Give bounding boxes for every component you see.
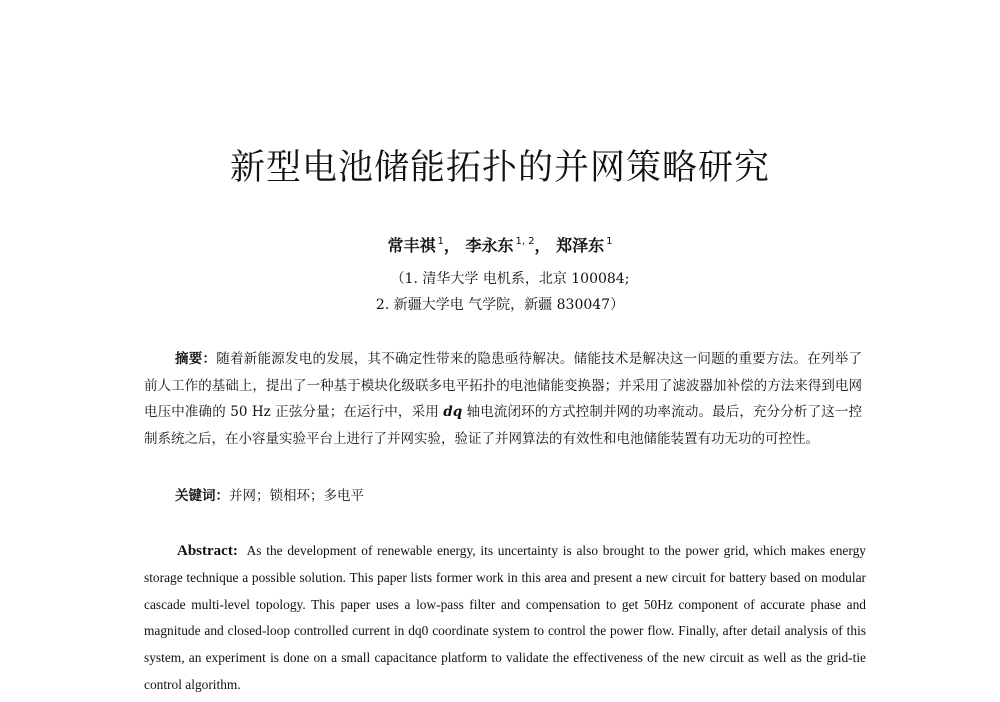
author-affiliation-mark: 1 (437, 236, 444, 247)
chinese-abstract-label: 摘要： (175, 351, 217, 367)
author-separator: ， (534, 236, 551, 255)
author-affiliation-mark: 1 (606, 236, 613, 247)
english-abstract-text: As the development of renewable energy, its uncertainty is also brought to the power grid, which makes energy storage technique a possible solution. This paper lists former work in this area and present a new circuit for battery based on modular cascade multi-level topology. This paper uses a low-pass filter and compensation to get 50Hz component of accurate phase and magnitude and closed-loop controlled current in dq0 coordinate system to control the power flow. Finally, after detail analysis of this system, an experiment is done on a small capacitance platform to validate the effectiveness of the new circuit as well as the grid-tie control algorithm. (144, 543, 866, 692)
affiliation-line-1: （1. 清华大学 电机系，北京 100084; (390, 271, 630, 287)
chinese-abstract-text-part1: 随着新能源发电的发展，其不确定性带来的隐患亟待解决。储能技术是解决这一问题的重要方法。在列举了前人工作的基础上，提出了一种基于模块化级联多电平拓扑的电池储能变换器；并采用了滤波器加补偿的方法来得到电网电压中准确的 50 Hz 正弦分量；在运行中，采用 (144, 351, 863, 421)
chinese-abstract (144, 346, 862, 452)
author-affiliation-mark: 1, 2 (515, 236, 535, 247)
author-separator: ， (443, 236, 460, 255)
author-list (0, 233, 1000, 256)
author-name: 郑泽东 (556, 236, 605, 255)
chinese-abstract-italic-dq: dq (443, 404, 463, 421)
affiliation-line-2: 2. 新疆大学电 气学院，新疆 830047） (375, 297, 625, 313)
keywords-text: 并网；锁相环；多电平 (229, 488, 364, 504)
chinese-abstract-text-part2: 轴电流闭环的方式控制并网的功率流动。最后，充分分析了这一控制系统之后，在小容量实验平台上进行了并网实验，验证了并网算法的有效性和电池储能装置有功无功的可控性。 (144, 404, 863, 447)
english-abstract (144, 538, 866, 699)
paper-title: 新型电池储能拓扑的并网策略研究 (229, 148, 770, 188)
keywords-label: 关键词： (175, 488, 229, 504)
author-name: 常丰祺 (387, 236, 436, 255)
english-abstract-label: Abstract: (177, 543, 238, 559)
keywords (175, 484, 364, 504)
author-name: 李永东 (465, 236, 514, 255)
